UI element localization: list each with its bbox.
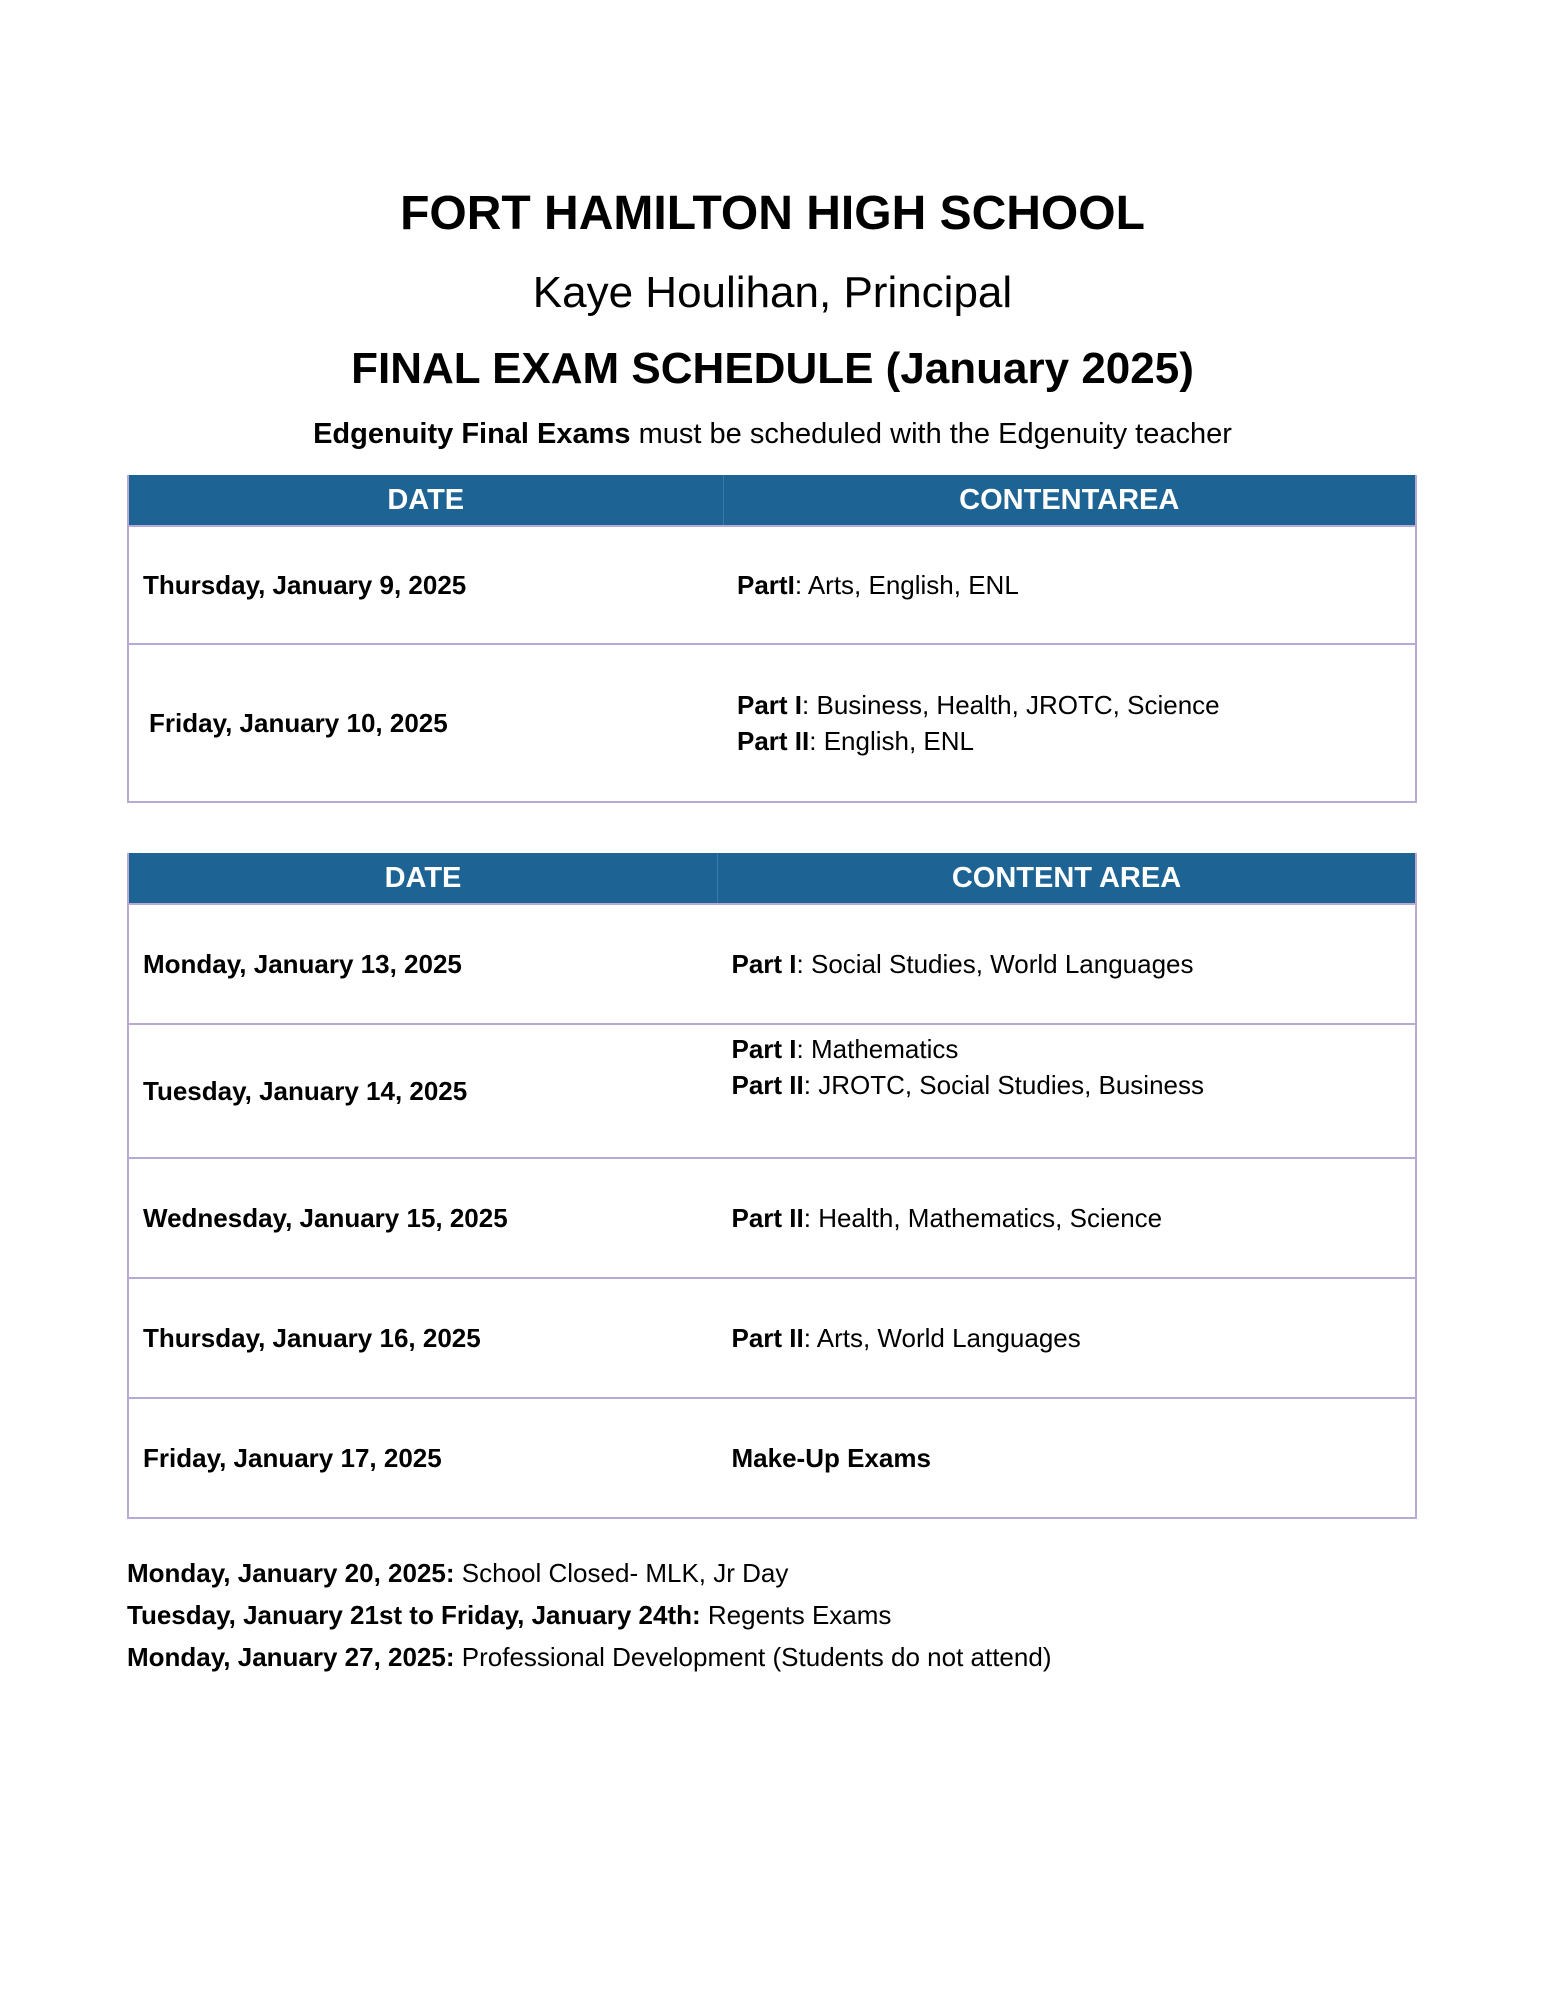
table-row [128, 526, 1416, 644]
exam-table-week1 [127, 475, 1417, 803]
subjects: : English, ENL [809, 726, 974, 756]
note-bold: Edgenuity Final Exams [313, 418, 631, 450]
principal-name: Kaye Houlihan, Principal [532, 268, 1013, 317]
date-cell: Tuesday, January 14, 2025 [128, 1024, 718, 1158]
part-label: Part II [731, 1203, 804, 1233]
table-header [128, 853, 1416, 904]
content-cell [718, 1398, 1417, 1518]
part-label: Part II [737, 726, 810, 756]
subjects: : Arts, English, ENL [794, 570, 1019, 600]
footer-event: School Closed- MLK, Jr Day [454, 1558, 789, 1588]
schedule-title: FINAL EXAM SCHEDULE (January 2025) [351, 344, 1194, 393]
content-cell [718, 1278, 1417, 1398]
edgenuity-note [0, 418, 1545, 451]
table-row [128, 1398, 1416, 1518]
footer-event: Professional Development (Students do not attend) [454, 1642, 1052, 1672]
note-text: must be scheduled with the Edgenuity teacher [630, 418, 1232, 450]
content-cell [723, 644, 1416, 802]
footer-line [127, 1594, 1051, 1636]
part-label: Part I [731, 1034, 797, 1064]
part-label: Part II [731, 1070, 804, 1100]
date-cell: Thursday, January 16, 2025 [128, 1278, 718, 1398]
content-cell [718, 1158, 1417, 1278]
date-cell: Wednesday, January 15, 2025 [128, 1158, 718, 1278]
header-date: DATE [128, 475, 723, 526]
footer-line [127, 1552, 1051, 1594]
date-cell: Friday, January 17, 2025 [128, 1398, 718, 1518]
exam-table-week2 [127, 853, 1417, 1519]
date-cell: Friday, January 10, 2025 [128, 644, 723, 802]
content-cell [723, 526, 1416, 644]
date-cell: Thursday, January 9, 2025 [128, 526, 723, 644]
subjects: : JROTC, Social Studies, Business [803, 1070, 1205, 1100]
footer-date: Monday, January 20, 2025: [127, 1558, 455, 1588]
subjects: : Social Studies, World Languages [796, 949, 1194, 979]
table-row [128, 1278, 1416, 1398]
footer-date: Tuesday, January 21st to Friday, January 24th: [127, 1600, 701, 1630]
part-label: PartI [737, 570, 795, 600]
header-content-area: CONTENT AREA [718, 853, 1417, 904]
table-header [128, 475, 1416, 526]
footer-date: Monday, January 27, 2025: [127, 1642, 455, 1672]
subjects: : Business, Health, JROTC, Science [802, 690, 1220, 720]
date-cell: Monday, January 13, 2025 [128, 904, 718, 1024]
table-row [128, 1024, 1416, 1158]
additional-dates [127, 1552, 1051, 1678]
part-label: Part I [731, 949, 797, 979]
content-cell [718, 904, 1417, 1024]
header-content-area: CONTENTAREA [723, 475, 1416, 526]
part-label: Part II [731, 1323, 804, 1353]
table-row [128, 1158, 1416, 1278]
footer-line [127, 1636, 1051, 1678]
subjects: : Mathematics [796, 1034, 959, 1064]
header-date: DATE [128, 853, 718, 904]
content-cell [718, 1024, 1417, 1158]
table-row [128, 904, 1416, 1024]
subjects: : Health, Mathematics, Science [803, 1203, 1163, 1233]
makeup-label: Make-Up Exams [731, 1443, 931, 1473]
footer-event: Regents Exams [700, 1600, 892, 1630]
school-name: FORT HAMILTON HIGH SCHOOL [400, 187, 1145, 240]
subjects: : Arts, World Languages [803, 1323, 1081, 1353]
table-row [128, 644, 1416, 802]
part-label: Part I [737, 690, 803, 720]
